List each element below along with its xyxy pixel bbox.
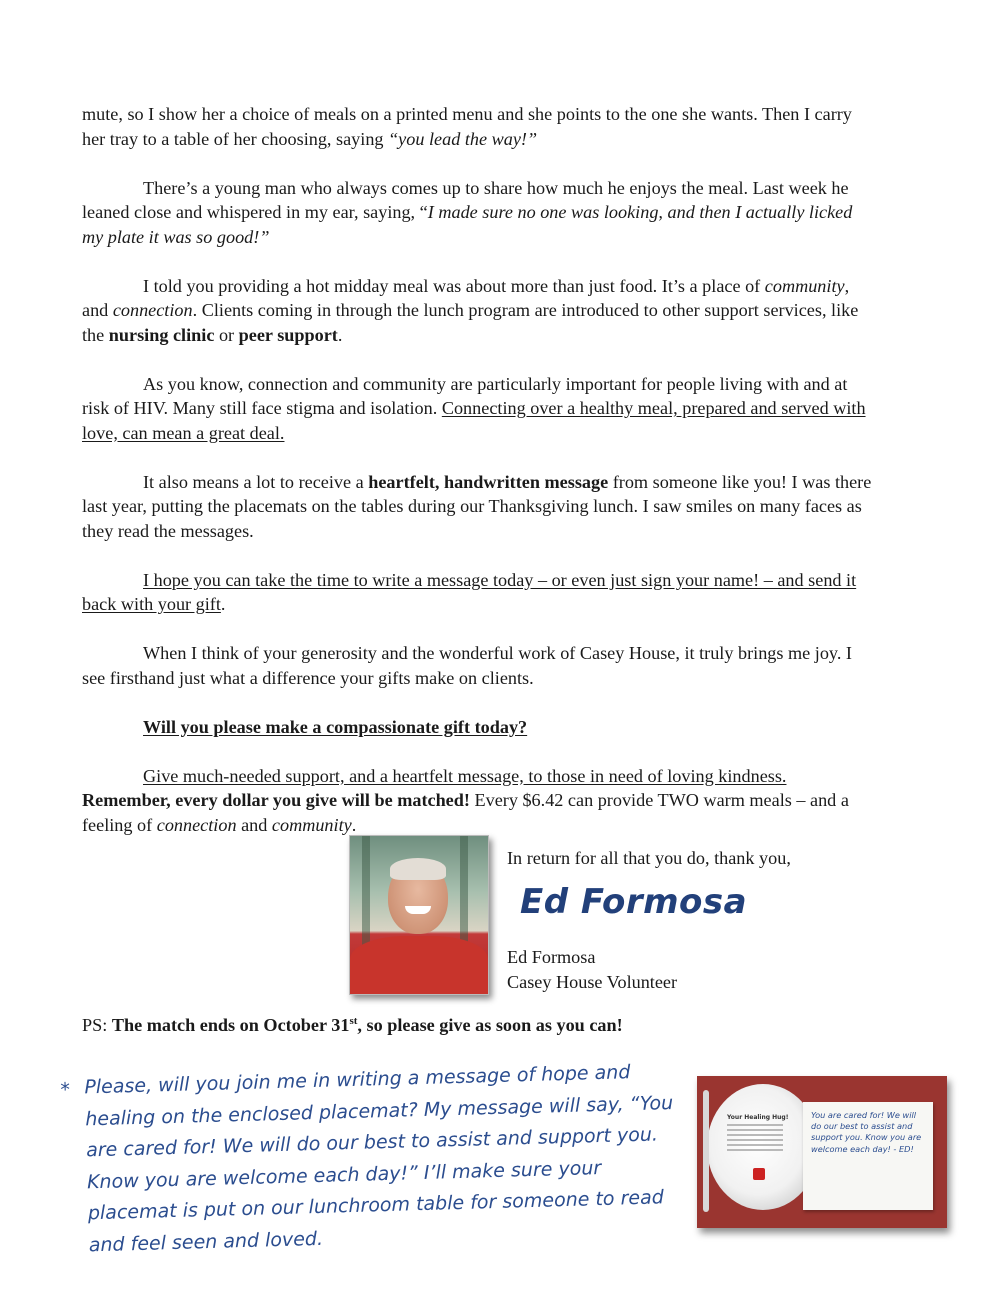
handwritten-note xyxy=(60,1056,689,1262)
match-reminder: Remember, every dollar you give will be matched! xyxy=(82,790,470,810)
photo-hair xyxy=(390,858,446,880)
handwritten-signature: Ed Formosa xyxy=(520,882,748,922)
photo-background-stripe xyxy=(362,836,370,954)
placemat-message-card xyxy=(803,1102,933,1210)
signer-name: Ed Formosa xyxy=(507,947,596,967)
photo-background-stripe xyxy=(460,836,468,954)
paragraph-5: It also means a lot to receive a heartfelt, handwritten message from someone like you! I was there last year, putting the placemats on the tables during our Thanksgiving lunch. I saw smiles on many faces as they read the messages. xyxy=(82,471,872,541)
nursing-clinic-text: nursing clinic xyxy=(108,324,215,345)
asterisk-icon: * xyxy=(60,1078,71,1102)
fork-icon xyxy=(703,1090,709,1212)
photo-smile xyxy=(405,906,431,914)
quote-licked-plate: I made sure no one was looking, and then I actually licked my plate it was so good!” xyxy=(82,202,853,247)
paragraph-7: When I think of your generosity and the wonderful work of Casey House, it truly brings me joy. I see firsthand just what a difference your gifts make on clients. xyxy=(82,643,852,688)
peer-support-text: peer support xyxy=(238,324,338,345)
signer-title: Casey House Volunteer xyxy=(507,971,678,992)
volunteer-photo xyxy=(349,835,489,995)
paragraph-4: As you know, connection and community are particularly important for people living with and at risk of HIV. Many still face stigma and isolation. Connecting over a healthy meal, prepared and served with love, can mean a great deal. xyxy=(82,373,866,443)
quote-lead-the-way: “you lead the way!” xyxy=(388,128,538,149)
letter-body xyxy=(82,102,872,862)
paragraph-6: I hope you can take the time to write a message today – or even just sign your name! – and send it back with your gift. xyxy=(82,569,857,614)
paragraph-8 xyxy=(82,715,872,740)
casey-house-logo-icon xyxy=(753,1168,765,1180)
closing-line: In return for all that you do, thank you, xyxy=(507,848,791,868)
paragraph-9: Give much-needed support, and a heartfelt message, to those in need of loving kindness. Remember, every dollar you give will be matched! Every $6.42 can provide TWO warm meals – and a feeling of connection and community. xyxy=(82,765,849,835)
placemat-card-text: You are cared for! We will do our best to assist and support you. Know you are welcome each day! - ED! xyxy=(811,1110,922,1154)
photo-shirt xyxy=(350,936,488,994)
postscript: PS: The match ends on October 31st, so please give as soon as you can! xyxy=(82,1015,623,1036)
paragraph-1: mute, so I show her a choice of meals on a printed menu and she points to the one she wants. Then I carry her tray to a table of her choosing, saying “you lead the way!” xyxy=(82,104,852,149)
placemat-image xyxy=(697,1076,947,1228)
placemat-plate-title: Your Healing Hug! xyxy=(727,1114,789,1121)
handwritten-note-text: Please, will you join me in writing a message of hope and healing on the enclosed placemat? My message will say, “You are cared for! We will do our best to assist and support you. Know you are welcome each day!” I’ll make sure your placemat is put on our lunchroom table for someone to read and feel seen and loved. xyxy=(84,1061,674,1256)
placemat-plate-text-lines xyxy=(727,1124,783,1154)
gift-request-heading: Will you please make a compassionate gift today? xyxy=(143,716,528,737)
paragraph-2: There’s a young man who always comes up to share how much he enjoys the meal. Last week he leaned close and whispered in my ear, saying, “I made sure no one was looking, and then I actually licked my plate it was so good!” xyxy=(82,177,853,247)
signer-block xyxy=(507,945,677,994)
paragraph-3: I told you providing a hot midday meal was about more than just food. It’s a place of community, and connection. Clients coming in through the lunch program are introduced to other support services, like the nursing clinic or peer support. xyxy=(82,275,859,345)
